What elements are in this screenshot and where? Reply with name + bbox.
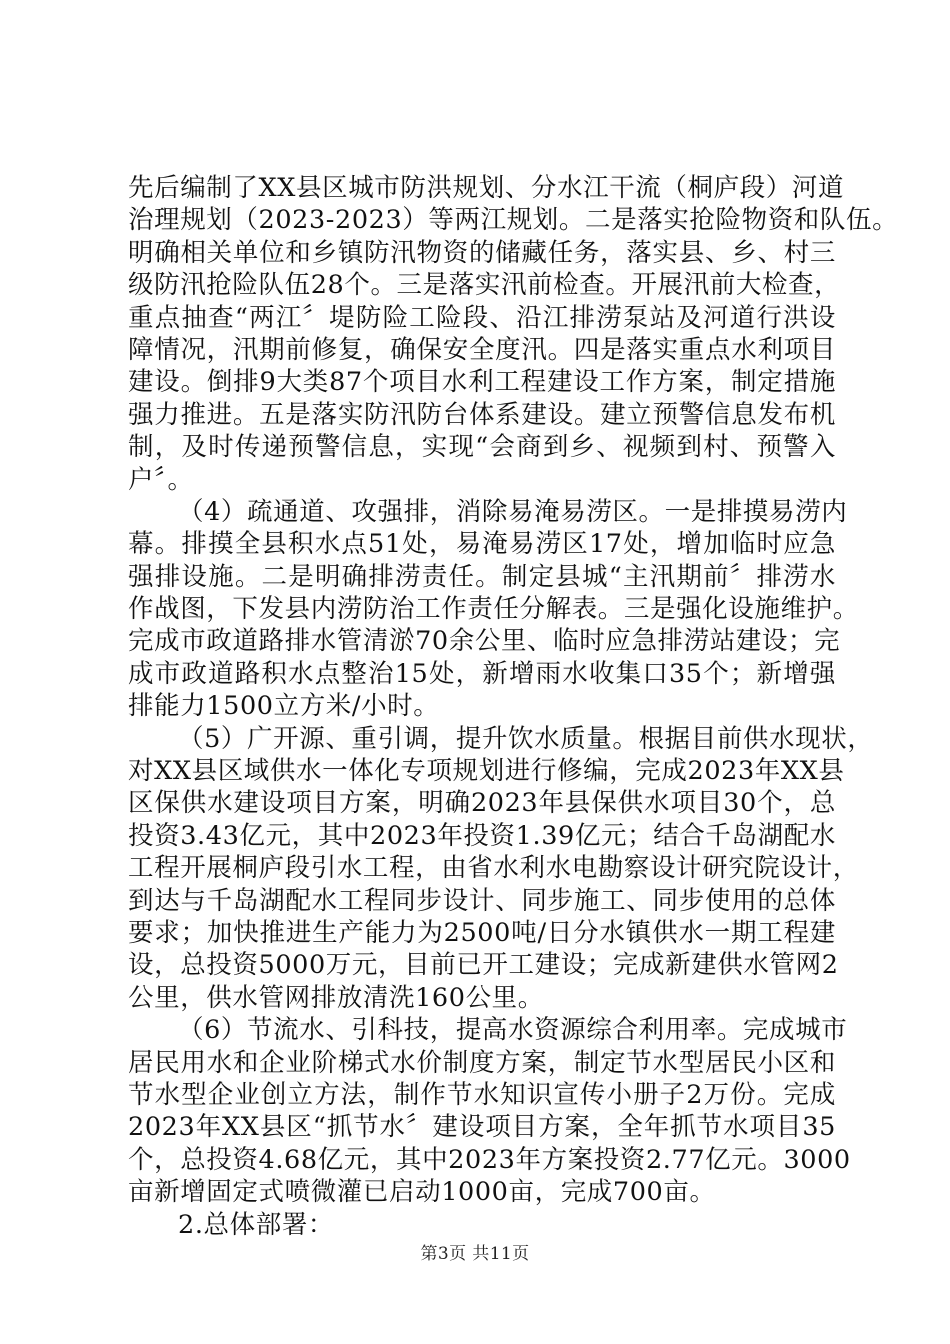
text-line: 制，及时传递预警信息，实现“会商到乡、视频到村、预警入 — [128, 432, 836, 463]
text-line: 作战图，下发县内涝防治工作责任分解表。三是强化设施维护。 — [128, 594, 859, 625]
text-line: 建设。倒排9大类87个项目水利工程建设工作方案，制定措施 — [128, 367, 836, 398]
paragraph-drainage — [128, 496, 859, 723]
paragraph-water-supply — [128, 723, 874, 1015]
text-line: 2023年XX县区“抓节水〞建设项目方案，全年抓节水项目35 — [128, 1112, 836, 1143]
paragraph-water-saving — [128, 1014, 851, 1208]
text-line: 完成市政道路排水管清淤70余公里、临时应急排涝站建设；完 — [128, 626, 841, 657]
text-line: 设，总投资5000万元，目前已开工建设；完成新建供水管网2 — [128, 950, 839, 981]
text-line: 对XX县区域供水一体化专项规划进行修编，完成2023年XX县 — [128, 756, 845, 787]
text-line: 亩新增固定式喷微灌已启动1000亩，完成700亩。 — [128, 1177, 716, 1208]
paragraph-flood-measures — [128, 172, 899, 496]
text-line: 重点抽查“两江〞堤防险工险段、沿江排涝泵站及河道行洪设 — [128, 302, 836, 333]
text-line: 个，总投资4.68亿元，其中2023年方案投资2.77亿元。3000 — [128, 1144, 851, 1175]
text-line: 户〞。 — [128, 464, 194, 495]
text-line: 成市政道路积水点整治15处，新增雨水收集口35个；新增强 — [128, 658, 836, 689]
text-line: （4）疏通道、攻强排，消除易淹易涝区。一是排摸易涝内 — [178, 496, 848, 527]
text-line: （6）节流水、引科技，提高水资源综合利用率。完成城市 — [178, 1015, 848, 1046]
section-heading: 2.总体部署： — [178, 1209, 335, 1240]
text-line: 投资3.43亿元，其中2023年投资1.39亿元；结合千岛湖配水 — [128, 820, 836, 851]
text-line: 工程开展桐庐段引水工程，由省水利水电勘察设计研究院设计， — [128, 853, 859, 884]
text-line: 明确相关单位和乡镇防汛物资的储藏任务，落实县、乡、村三 — [128, 237, 836, 268]
text-line: 排能力1500立方米/小时。 — [128, 691, 440, 722]
text-line: 幕。排摸全县积水点51处，易淹易涝区17处，增加临时应急 — [128, 529, 836, 560]
text-line: 强力推进。五是落实防汛防台体系建设。建立预警信息发布机 — [128, 399, 836, 430]
text-line: 障情况，汛期前修复，确保安全度汛。四是落实重点水利项目 — [128, 334, 836, 365]
text-line: 要求；加快推进生产能力为2500吨/日分水镇供水一期工程建 — [128, 917, 836, 948]
text-line: 节水型企业创立方法，制作节水知识宣传小册子2万份。完成 — [128, 1079, 836, 1110]
text-line: 居民用水和企业阶梯式水价制度方案，制定节水型居民小区和 — [128, 1047, 836, 1078]
page-number-footer: 第3页 共11页 — [420, 1244, 530, 1264]
text-line: 到达与千岛湖配水工程同步设计、同步施工、同步使用的总体 — [128, 885, 836, 916]
text-line: 级防汛抢险队伍28个。三是落实汛前检查。开展汛前大检查， — [128, 270, 841, 301]
text-line: 治理规划（2023-2023）等两江规划。二是落实抢险物资和队伍。 — [128, 205, 899, 236]
section-heading-overall-deployment — [128, 1209, 836, 1241]
text-line: （5）广开源、重引调，提升饮水质量。根据目前供水现状， — [178, 723, 874, 754]
document-body — [128, 172, 899, 1241]
text-line: 强排设施。二是明确排涝责任。制定县城“主汛期前〞排涝水 — [128, 561, 836, 592]
text-line: 区保供水建设项目方案，明确2023年县保供水项目30个，总 — [128, 788, 836, 819]
text-line: 公里，供水管网排放清洗160公里。 — [128, 982, 544, 1013]
text-line: 先后编制了XX县区城市防洪规划、分水江干流（桐庐段）河道 — [128, 173, 845, 203]
